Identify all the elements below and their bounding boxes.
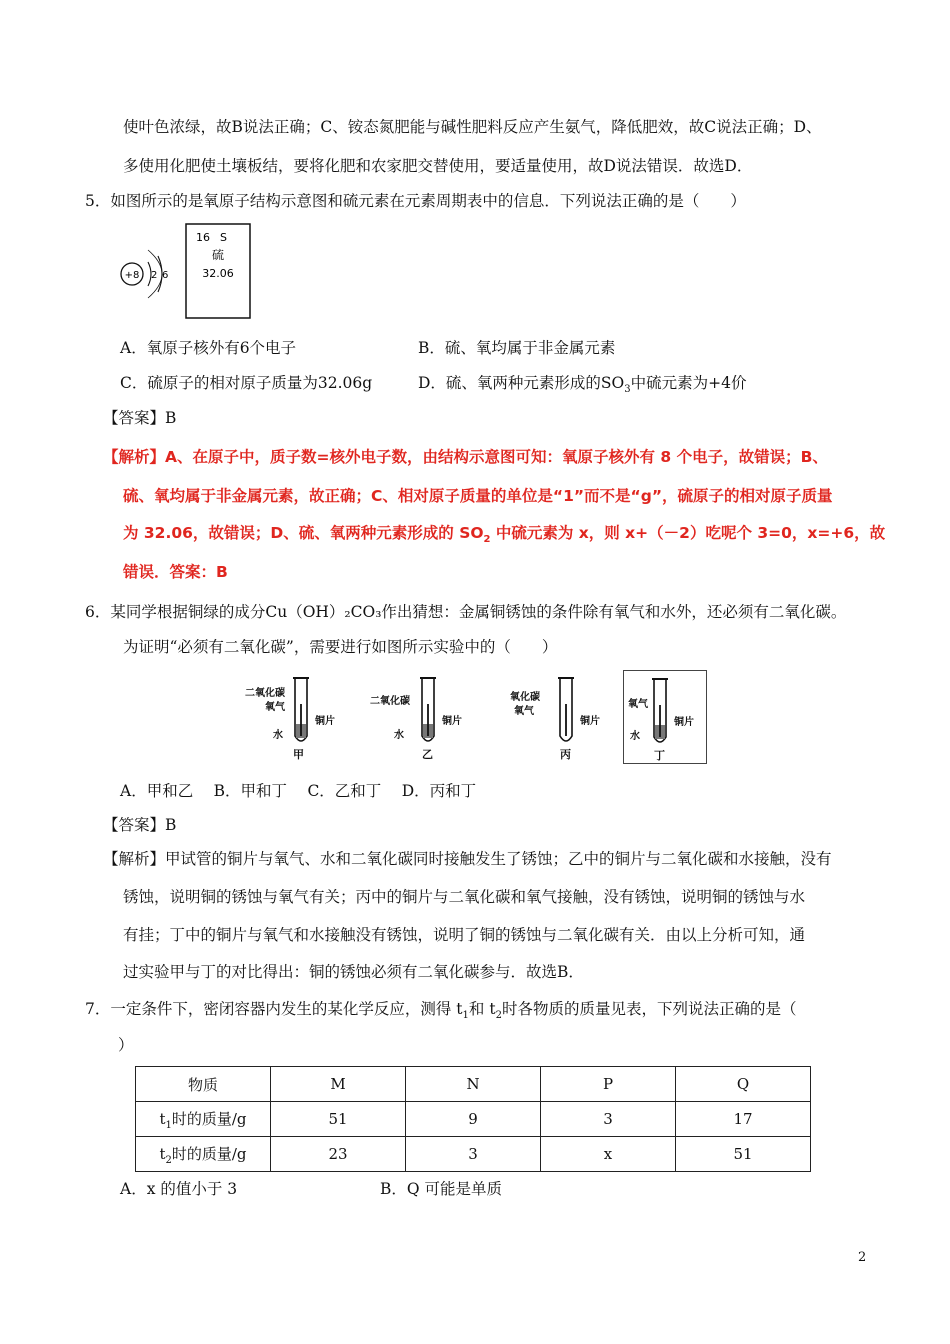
element-name: 硫 (211, 248, 225, 262)
q5-analysis-line-3: 为 32.06，故错误；D、硫、氧两种元素形成的 $SO_2$ 中硫元素为 x，则 x+（－2）吃呢个 3=0，x=+6，故 (123, 524, 886, 546)
element-symbol: S (220, 231, 227, 244)
tube-jia-gas-1: 二氧化碳 (245, 688, 285, 699)
tube-jia (235, 670, 345, 762)
q6-figure (235, 670, 705, 762)
shell-1-electrons: 2 (151, 270, 158, 281)
tube-yi-name: 乙 (422, 748, 433, 761)
table-header-row (136, 1067, 811, 1102)
table-header-cell: M (271, 1067, 406, 1102)
q6-stem-line-1: 6．某同学根据铜绿的成分Cu（OH）₂CO₃作出猜想：金属铜锈蚀的条件除有氧气和水外，还必须有二氧化碳。 (85, 603, 847, 621)
element-mass: 32.06 (202, 267, 234, 280)
q6-analysis-line-1: 【解析】甲试管的铜片与氧气、水和二氧化碳同时接触发生了锈蚀；乙中的铜片与二氧化碳和水接触，没有 (103, 850, 832, 868)
tube-jia-copper: 铜片 (315, 716, 335, 727)
tube-yi (370, 670, 480, 762)
shell-2-electrons: 6 (162, 270, 169, 281)
q5-analysis-line-2: 硫、氧均属于非金属元素，故正确；C、相对原子质量的单位是“1”而不是“g”，硫原子的相对原子质量 (123, 487, 833, 505)
q7-stem-line-2: ） (118, 1036, 134, 1054)
table-cell: 23 (271, 1137, 406, 1172)
tube-yi-glass (418, 674, 438, 748)
q5-option-b: B．硫、氧均属于非金属元素 (418, 339, 616, 357)
tube-ding-water: 水 (630, 731, 640, 742)
tube-ding-name: 丁 (654, 749, 665, 762)
q7-mass-table (135, 1066, 811, 1172)
intro-line-2: 多使用化肥使土壤板结，要将化肥和农家肥交替使用，要适量使用，故D说法错误．故选D． (123, 157, 753, 175)
table-cell: 17 (676, 1102, 811, 1137)
tube-ding-gas-1: 氧气 (628, 699, 648, 710)
table-cell: 51 (676, 1137, 811, 1172)
tube-bing-copper: 铜片 (580, 716, 600, 727)
q5-option-a: A．氧原子核外有6个电子 (120, 339, 297, 357)
tube-ding (623, 670, 707, 764)
q5-answer: 【答案】B (103, 409, 177, 427)
table-cell: 51 (271, 1102, 406, 1137)
tube-yi-gas-1: 二氧化碳 (370, 696, 410, 707)
table-row-label: $t_2$时的质量/g (136, 1137, 271, 1172)
q6-answer: 【答案】B (103, 816, 177, 834)
tube-bing (510, 670, 620, 762)
q5-option-d: D．硫、氧两种元素形成的$SO_3$中硫元素为+4价 (418, 374, 747, 396)
table-row (136, 1102, 811, 1137)
q6-stem-line-2: 为证明“必须有二氧化碳”，需要进行如图所示实验中的（ ） (123, 638, 558, 656)
tube-jia-gas-2: 氧气 (265, 702, 285, 713)
tube-bing-name: 丙 (560, 748, 571, 761)
tube-bing-gas-2: 氧气 (514, 706, 534, 717)
tube-bing-glass (556, 674, 576, 748)
table-row (136, 1137, 811, 1172)
table-header-cell: Q (676, 1067, 811, 1102)
tube-ding-copper: 铜片 (674, 717, 694, 728)
q5-option-c: C．硫原子的相对原子质量为32.06g (120, 374, 373, 392)
tube-bing-gas-1: 氧化碳 (510, 692, 540, 703)
q5-stem: 5．如图所示的是氧原子结构示意图和硫元素在元素周期表中的信息．下列说法正确的是（ ） (85, 192, 746, 210)
table-cell: x (541, 1137, 676, 1172)
q7-option-b: B．Q 可能是单质 (380, 1180, 503, 1198)
sulfur-element-cell (186, 224, 250, 318)
element-number: 16 (196, 231, 210, 244)
table-header-cell: N (406, 1067, 541, 1102)
table-cell: 9 (406, 1102, 541, 1137)
q5-figure (118, 222, 258, 322)
q6-analysis-line-2: 锈蚀，说明铜的锈蚀与氧气有关；丙中的铜片与二氧化碳和氧气接触，没有锈蚀，说明铜的锈蚀与水 (123, 888, 806, 906)
nucleus-charge: +8 (124, 270, 140, 281)
q5-analysis-line-4: 错误．答案：B (123, 563, 228, 581)
intro-line-1: 使叶色浓绿，故B说法正确；C、铵态氮肥能与碱性肥料反应产生氨气，降低肥效，故C说法正确；D、 (123, 118, 822, 136)
tube-jia-water: 水 (273, 730, 283, 741)
q6-options: A．甲和乙 B．甲和丁 C．乙和丁 D．丙和丁 (120, 782, 477, 800)
tube-yi-copper: 铜片 (442, 716, 462, 727)
q6-analysis-line-3: 有挂；丁中的铜片与氧气和水接触没有锈蚀，说明了铜的锈蚀与二氧化碳有关．由以上分析可知，通 (123, 926, 806, 944)
table-header-cell: 物质 (136, 1067, 271, 1102)
oxygen-atom-diagram (121, 250, 168, 298)
q6-analysis-line-4: 过实验甲与丁的对比得出：铜的锈蚀必须有二氧化碳参与．故选B． (123, 963, 584, 981)
table-header-cell: P (541, 1067, 676, 1102)
q7-stem: 7．一定条件下，密闭容器内发生的某化学反应，测得 $t_1$和 $t_2$时各物质的质量见表，下列说法正确的是（ (85, 1000, 797, 1022)
tube-yi-water: 水 (394, 730, 404, 741)
q7-option-a: A．x 的值小于 3 (120, 1180, 238, 1198)
tube-jia-glass (291, 674, 311, 748)
table-cell: 3 (406, 1137, 541, 1172)
table-cell: 3 (541, 1102, 676, 1137)
page-number: 2 (858, 1250, 867, 1265)
q5-analysis-line-1: 【解析】A、在原子中，质子数=核外电子数，由结构示意图可知：氧原子核外有 8 个电子，故错误；B、 (103, 448, 828, 466)
table-row-label: $t_1$时的质量/g (136, 1102, 271, 1137)
tube-jia-name: 甲 (293, 748, 304, 761)
tube-ding-glass (650, 675, 670, 749)
